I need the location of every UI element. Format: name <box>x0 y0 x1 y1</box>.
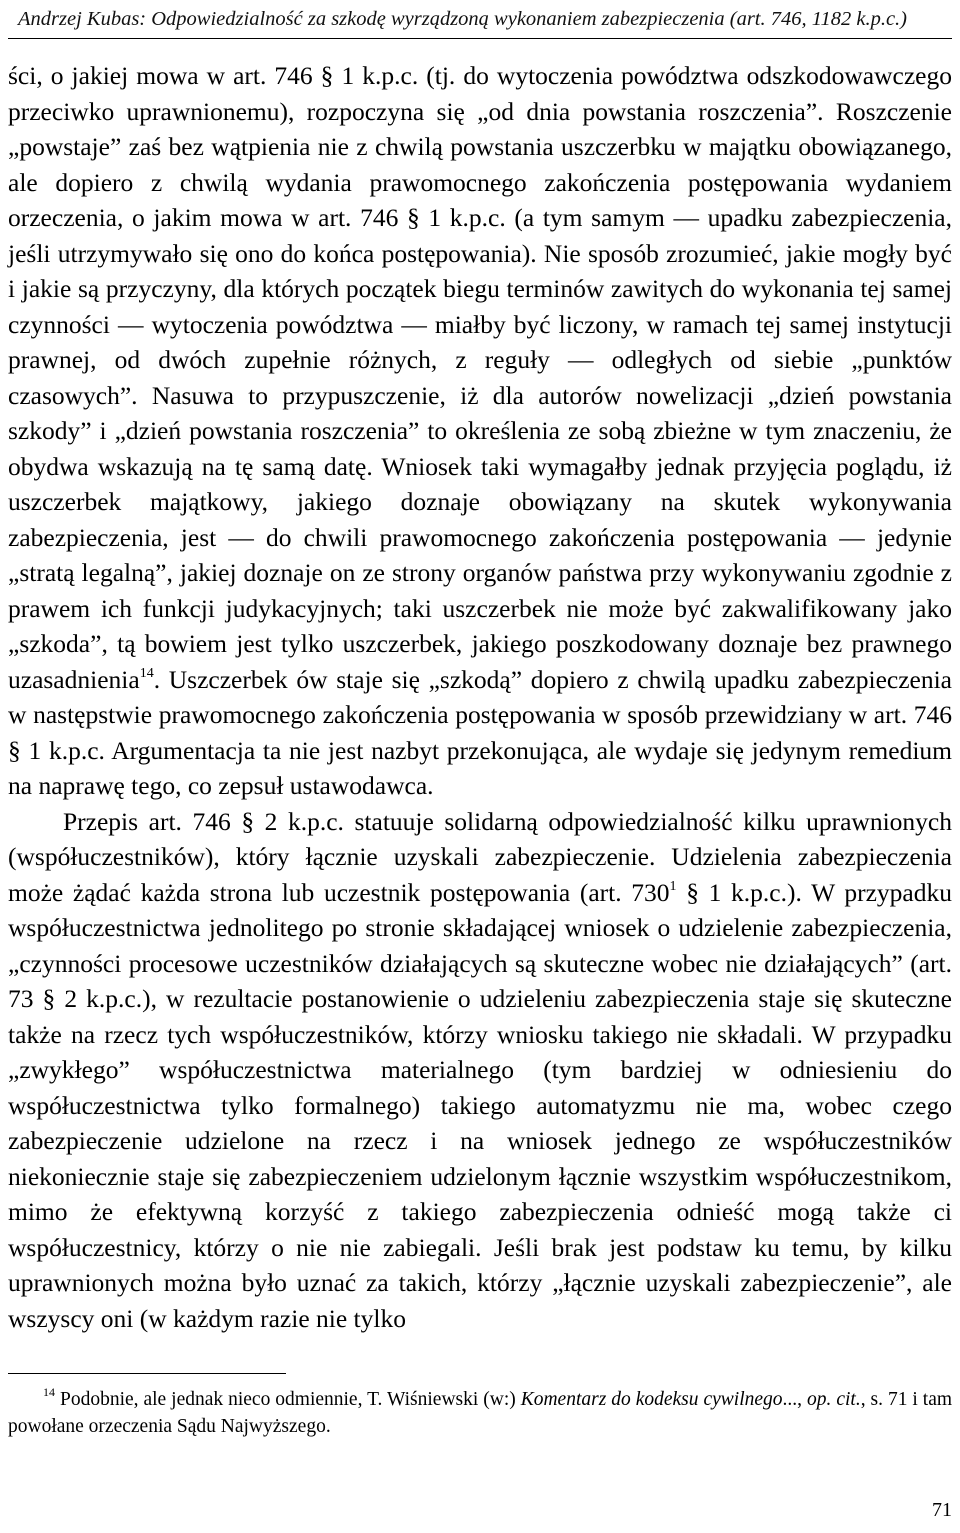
paragraph-1-text-b: . Uszczerbek ów staje się „szkodą” dopiero z chwilą upadku zabezpieczenia w następstwie prawomocnego zakończenia postępowania w sposób przewidziany w art. 746 § 1 k.p.c. Argumentacja ta nie jest nazbyt przekonująca, ale wydaje się jedynym remedium na naprawę tego, co zepsuł ustawodawca. <box>8 664 952 800</box>
footnote-italic-cit: op. cit. <box>807 1389 861 1410</box>
footnote-number: 14 <box>43 1385 55 1399</box>
running-header: Andrzej Kubas: Odpowiedzialność za szkodę wyrządzoną wykonaniem zabezpieczenia (art. 746, 1182 k.p.c.) <box>18 8 907 30</box>
paragraph-2-text-b: § 1 k.p.c.). W przypadku współuczestnictwa jednolitego po stronie składającej wniosek o udzielenie zabezpieczenia, „czynności procesowe uczestników działających są skuteczne wobec nie działających” (art. 73 § 2 k.p.c.), w rezultacie postanowienie o udzieleniu zabezpieczenia staje się skuteczne także na rzecz tych współuczestników, którzy wniosku takiego nie składali. W przypadku „zwykłego” współuczestnictwa materialnego (tym bardziej w odniesieniu do współuczestnictwa tylko formalnego) takiego automatyzmu nie ma, wobec czego zabezpieczenie udzielone na rzecz i na wniosek jednego ze współuczestników niekoniecznie staje się zabezpieczeniem udzielonym łącznie wszystkim współuczestnikom, mimo że efektywną korzyść z takiego zabezpieczenia odnieść mogą także ci współuczestnicy, którzy o nie nie zabiegali. Jeśli brak jest podstaw ku temu, by kilku uprawnionych można było uznać za takich, którzy „łącznie uzyskali zabezpieczenie”, ale wszyscy oni (w każdym razie nie tylko <box>8 877 952 1333</box>
footnote-separator: , <box>797 1389 807 1410</box>
header-rule <box>8 38 952 39</box>
article-superscript: 1 <box>669 878 677 894</box>
footnote <box>8 1386 952 1440</box>
paragraph-2 <box>8 804 952 1337</box>
footnote-rule <box>8 1373 286 1374</box>
footnote-reference: 14 <box>139 665 154 681</box>
footnote-ellipsis: ... <box>782 1389 798 1410</box>
footnote-text-a: Podobnie, ale jednak nieco odmiennie, T. Wiśniewski (w:) <box>59 1389 521 1410</box>
main-text <box>8 58 952 1336</box>
page-number: 71 <box>932 1499 952 1521</box>
paragraph-1 <box>8 58 952 804</box>
paragraph-2-text-a: Przepis art. 746 § 2 k.p.c. statuuje solidarną odpowiedzialność kilku uprawnionych (współuczestników), który łącznie uzyskali zabezpieczenie. Udzielenia zabezpieczenia może żądać każda strona lub uczestnik postępowania (art. 730 <box>8 806 952 907</box>
footnote-text-b: , s. 71 i tam powołane orzeczenia Sądu Najwyższego. <box>8 1389 953 1437</box>
paragraph-1-text-a: ści, o jakiej mowa w art. 746 § 1 k.p.c. (tj. do wytoczenia powództwa odszkodowawczego przeciwko uprawnionemu), rozpoczyna się „od dnia powstania roszczenia”. Roszczenie „powstaje” zaś bez wątpienia nie z chwilą powstania uszczerbku w majątku obowiązanego, ale dopiero z chwilą wydania prawomocnego zakończenia postępowania wydaniem orzeczenia, o jakim mowa w art. 746 § 1 k.p.c. (a tym samym — upadku zabezpieczenia, jeśli utrzymywało się ono do końca postępowania). Nie sposób zrozumieć, jakie mogły być i jakie są przyczyny, dla których początek biegu terminów zawitych do wykonania tej samej czynności — wytoczenia powództwa — miałby być liczony, w ramach tej samej instytucji prawnej, od dwóch zupełnie różnych, z reguły — odległych od siebie „punktów czasowych”. Nasuwa to przypuszczenie, iż dla autorów nowelizacji „dzień powstania szkody” i „dzień powstania roszczenia” to określenia ze sobą zbieżne w tym znaczeniu, że obydwa wskazują na tę samą datę. Wniosek taki wymagałby jednak przyjęcia poglądu, iż uszczerbek majątkowy, jakiego doznaje obowiązany na skutek wykonywania zabezpieczenia, jest — do chwili prawomocnego zakończenia postępowania — jedynie „stratą legalną”, jakiej doznaje on ze strony organów państwa przy wykonywaniu zgodnie z prawem ich funkcji judykacyjnych; taki uszczerbek nie może być zakwalifikowany jako „szkoda”, tą bowiem jest tylko uszczerbek, jakiego poszkodowany doznaje bez prawnego uzasadnienia <box>8 61 952 694</box>
footnote-italic-title: Komentarz do kodeksu cywilnego <box>520 1389 783 1410</box>
